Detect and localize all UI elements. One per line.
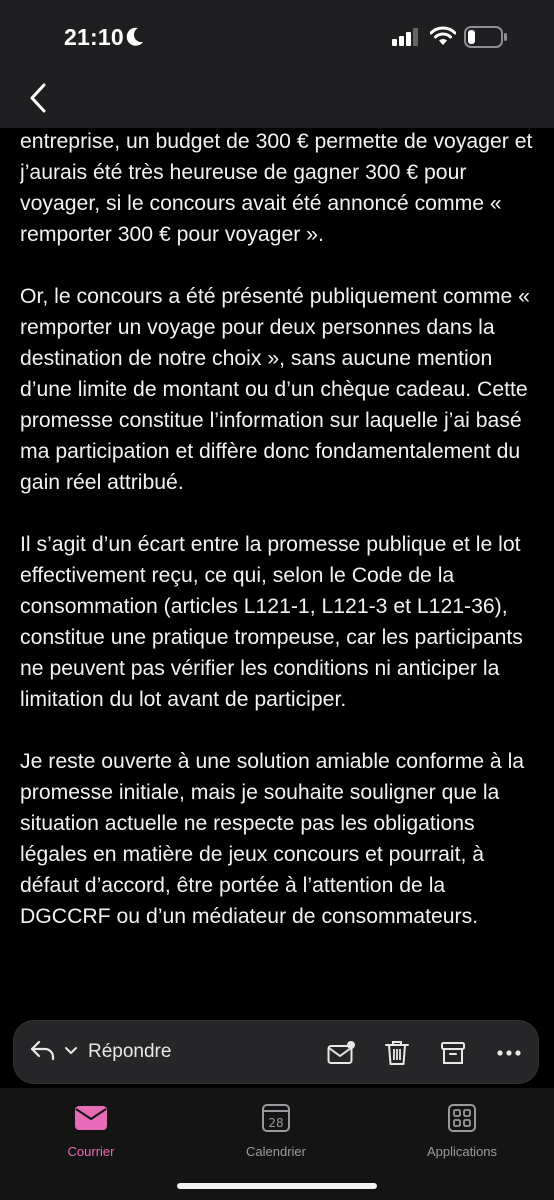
tab-label: Courrier (67, 1144, 115, 1159)
trash-icon[interactable] (382, 1038, 412, 1068)
email-body (20, 126, 540, 1020)
moon-icon (126, 27, 144, 52)
cellular-signal-icon (392, 28, 420, 51)
more-icon[interactable] (494, 1038, 524, 1068)
home-indicator[interactable] (177, 1183, 377, 1189)
navigation-bar (0, 70, 554, 128)
status-bar (0, 0, 554, 70)
chevron-down-icon[interactable] (64, 1043, 78, 1061)
battery-icon (464, 26, 508, 53)
reply-button[interactable] (30, 1021, 171, 1083)
back-button[interactable] (20, 80, 56, 120)
email-paragraph: Je reste ouverte à une solution amiable conforme à la promesse initiale, mais je souhaite souligner que la situation actuelle ne respecte pas les obligations légales en matière de jeux concours et pourrait, à défaut d’accord, être portée à l’attention de la DGCCRF ou d’un médiateur de consommateurs. (20, 750, 525, 928)
reply-label: Répondre (88, 1041, 172, 1062)
tab-label: Calendrier (246, 1144, 306, 1159)
status-time: 21:10 (64, 24, 124, 50)
tab-calendrier[interactable] (206, 1102, 346, 1159)
reply-icon (30, 1039, 56, 1066)
chevron-left-icon (29, 83, 47, 118)
tab-applications[interactable] (392, 1102, 532, 1159)
tab-courrier[interactable] (21, 1102, 161, 1159)
calendar-day: 28 (268, 1116, 284, 1130)
mail-icon (21, 1102, 161, 1134)
archive-icon[interactable] (438, 1038, 468, 1068)
calendar-icon (206, 1102, 346, 1134)
email-paragraph: Or, le concours a été présenté publiquement comme « remporter un voyage pour deux personnes dans la destination de notre choix », sans aucune mention d’une limite de montant ou d’un chèque cadeau. Cette promesse constitue l’information sur laquelle j’ai basé ma participation et diffère donc fondamentalement du gain réel attribué. (20, 285, 530, 494)
email-paragraph: Il s’agit d’un écart entre la promesse publique et le lot effectivement reçu, ce qui, selon le Code de la consommation (articles L121-1, L121-3 et L121-36), constitue une pratique trompeuse, car les participants ne peuvent pas vérifier les conditions ni anticiper la limitation du lot avant de participer. (20, 533, 523, 711)
tab-label: Applications (426, 1144, 498, 1159)
mark-unread-icon[interactable] (326, 1038, 356, 1068)
message-action-toolbar (14, 1021, 538, 1083)
email-paragraph: entreprise, un budget de 300 € permette de voyager et j’aurais été très heureuse de gagner 300 € pour voyager, si le concours avait été annoncé comme « remporter 300 € pour voyager ». (20, 130, 533, 246)
wifi-icon (430, 26, 456, 51)
apps-grid-icon (392, 1102, 532, 1134)
